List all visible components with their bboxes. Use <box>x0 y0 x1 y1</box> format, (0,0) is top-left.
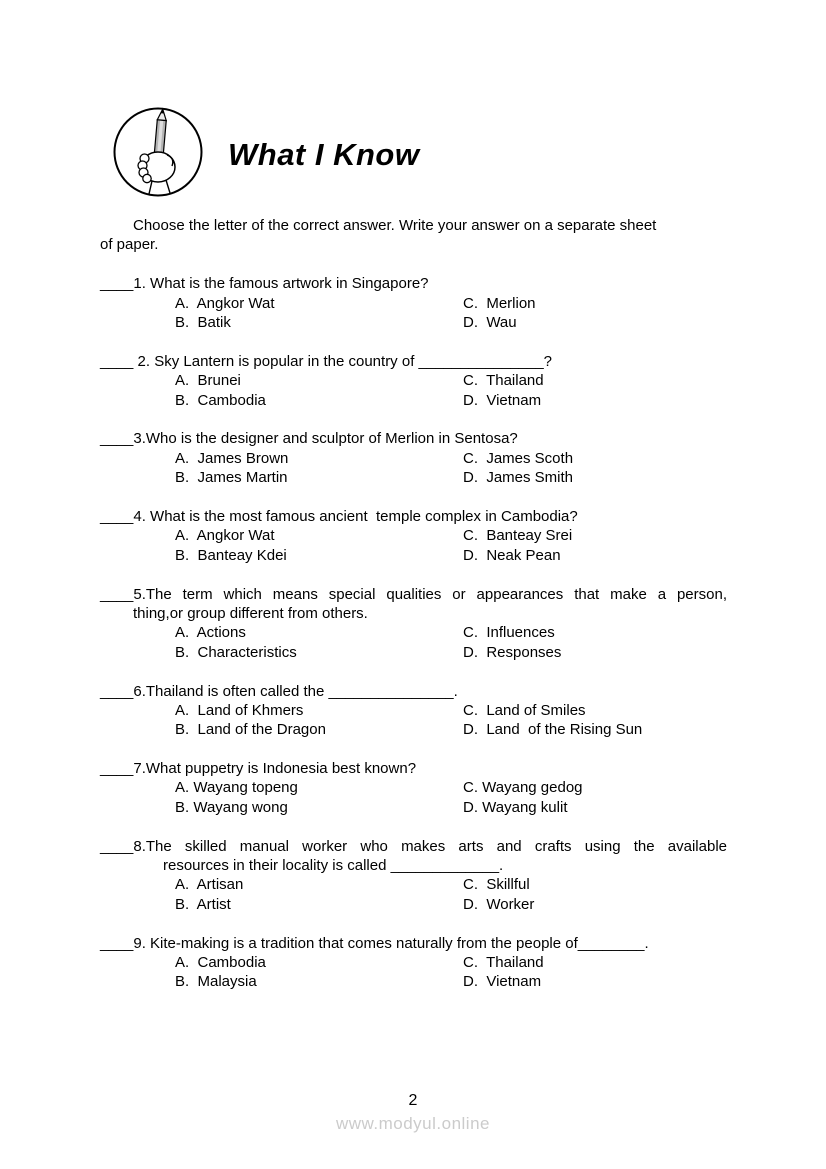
section-header <box>112 106 419 203</box>
option-c: C. James Scoth <box>463 449 574 467</box>
options-grid <box>100 449 727 488</box>
option-d: D. James Smith <box>463 469 574 487</box>
option-a: A. Wayang topeng <box>175 779 298 797</box>
question-stem: ____7.What puppetry is Indonesia best known? <box>100 760 417 778</box>
question-stem: ____9. Kite-making is a tradition that comes naturally from the people of________. <box>100 934 649 952</box>
option-c: C. Thailand <box>463 954 544 972</box>
options-grid <box>100 701 727 740</box>
option-b: B. Cambodia <box>175 391 266 409</box>
question-9 <box>100 934 727 992</box>
instructions-line: of paper. <box>100 236 159 254</box>
question-3 <box>100 429 727 487</box>
page-title: What I Know <box>228 136 420 172</box>
option-c: C. Land of Smiles <box>463 701 586 719</box>
option-b: B. Land of the Dragon <box>175 721 326 739</box>
watermark-url: www.modyul.online <box>335 1114 490 1133</box>
option-c: C. Banteay Srei <box>463 527 573 545</box>
question-stem: ____ 2. Sky Lantern is popular in the country of _______________? <box>100 352 553 370</box>
option-a: A. Artisan <box>175 876 244 894</box>
question-4 <box>100 507 727 565</box>
options-grid <box>100 526 727 565</box>
options-grid <box>100 875 727 914</box>
option-b: B. Batik <box>175 314 231 331</box>
question-7 <box>100 759 727 817</box>
option-d: D. Land of the Rising Sun <box>463 721 643 739</box>
question-6 <box>100 682 727 740</box>
options-grid <box>100 953 727 992</box>
option-b: B. Malaysia <box>175 973 257 991</box>
option-d: D. Responses <box>463 643 562 661</box>
question-stem: ____4. What is the most famous ancient temple complex in Cambodia? <box>100 507 578 525</box>
option-a: A. Land of Khmers <box>175 701 304 719</box>
question-stem: ____1. What is the famous artwork in Singapore? <box>100 275 429 293</box>
question-2 <box>100 352 727 410</box>
option-b: B. James Martin <box>175 469 288 487</box>
question-stem: ____3.Who is the designer and sculptor of Merlion in Sentosa? <box>100 430 518 448</box>
page-number: 2 <box>408 1092 418 1109</box>
option-c: C. Influences <box>463 624 555 642</box>
option-c: C. Thailand <box>463 372 544 390</box>
option-b: B. Characteristics <box>175 643 297 661</box>
options-grid <box>100 623 727 662</box>
option-d: D. Vietnam <box>463 973 542 991</box>
option-c: C. Wayang gedog <box>463 779 583 797</box>
option-d: D. Neak Pean <box>463 546 561 564</box>
question-stem: ____6.Thailand is often called the _______________. <box>100 682 458 700</box>
options-grid <box>100 778 727 817</box>
option-b: B. Wayang wong <box>175 798 288 816</box>
instructions <box>100 216 727 255</box>
question-5 <box>100 585 727 663</box>
option-d: D. Worker <box>463 895 535 913</box>
option-a: A. Actions <box>175 624 246 642</box>
question-stem-cont: resources in their locality is called _____________. <box>163 857 504 875</box>
question-stem: ____8.The skilled manual worker who makes arts and crafts using the available <box>100 837 727 855</box>
option-c: C. Skillful <box>463 876 530 894</box>
options-grid <box>100 371 727 410</box>
option-c: C. Merlion <box>463 294 536 312</box>
option-a: A. Angkor Wat <box>175 527 275 545</box>
option-a: A. Brunei <box>175 372 241 390</box>
option-a: A. Cambodia <box>175 954 266 972</box>
option-a: A. Angkor Wat <box>175 294 275 312</box>
option-d: D. Wau <box>463 314 517 331</box>
quiz-body <box>100 216 727 992</box>
options-grid <box>100 294 727 333</box>
question-stem: ____5.The term which means special qualities or appearances that make a person, <box>100 585 727 603</box>
question-1 <box>100 274 727 332</box>
option-b: B. Banteay Kdei <box>175 546 287 564</box>
hand-pencil-icon <box>112 106 204 203</box>
question-8 <box>100 837 727 915</box>
option-d: D. Vietnam <box>463 391 542 409</box>
option-b: B. Artist <box>175 895 231 913</box>
question-stem-cont: thing,or group different from others. <box>133 604 368 622</box>
option-a: A. James Brown <box>175 449 289 467</box>
option-d: D. Wayang kulit <box>463 798 568 816</box>
instructions-line: Choose the letter of the correct answer. Write your answer on a separate sheet <box>133 217 657 234</box>
